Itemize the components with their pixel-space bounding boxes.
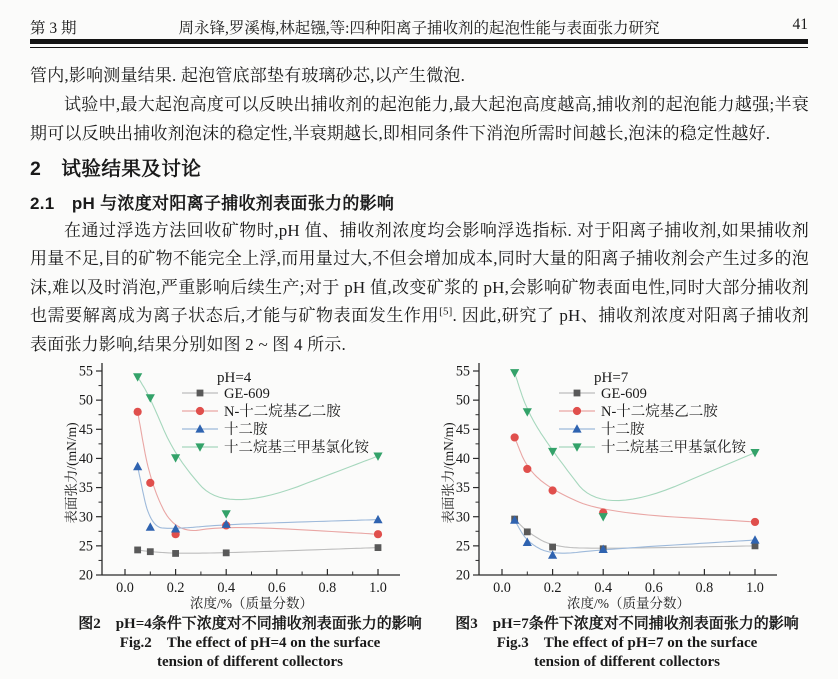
paragraph-2-text: 试验中,最大起泡高度可以反映出捕收剂的起泡能力,最大起泡高度越高,捕收剂的起泡能力越强;半衰期可以反映出捕收剂泡沫的稳定性,半衰期越长,即相同条件下消泡所需时间越长,泡沫的稳定性越好. xyxy=(30,95,809,143)
svg-text:55: 55 xyxy=(78,363,93,380)
svg-text:20: 20 xyxy=(455,567,470,584)
svg-text:浓度/%（质量分数）: 浓度/%（质量分数） xyxy=(567,596,690,611)
svg-text:0.2: 0.2 xyxy=(166,580,185,596)
svg-text:40: 40 xyxy=(455,451,470,468)
figure3-caption xyxy=(437,615,817,672)
svg-text:0.2: 0.2 xyxy=(543,580,562,596)
svg-text:35: 35 xyxy=(78,480,93,497)
paragraph-3 xyxy=(30,217,809,359)
page-header xyxy=(30,16,808,38)
figure3-chart xyxy=(439,356,819,614)
header-rule-thick xyxy=(30,39,808,44)
figure2-chart xyxy=(62,356,442,614)
svg-text:0.6: 0.6 xyxy=(267,580,286,596)
paragraph-2 xyxy=(30,90,809,148)
paragraph-3-text-a: 在通过浮选方法回收矿物时,pH 值、捕收剂浓度均会影响浮选指标. 对于阳离子捕收剂,如果捕收剂用量不足,目的矿物不能完全上浮,而用量过大,不但会增加成本,同时大量的阳离子捕收剂会产生过多的泡沫,难以及时消泡,严重影响后续生产;对于 pH 值,改变矿浆的 pH,会影响矿物表面电性,同时大部分捕收剂也需要解离成为离子状态后,才能与矿物表面发生作用 xyxy=(30,221,809,326)
subsection-heading: 2.1 pH 与浓度对阳离子捕收剂表面张力的影响 xyxy=(30,194,395,213)
svg-text:0.0: 0.0 xyxy=(493,580,511,596)
svg-text:20: 20 xyxy=(78,567,93,584)
paragraph-continuation xyxy=(30,61,809,90)
svg-text:N-十二烷基乙二胺: N-十二烷基乙二胺 xyxy=(601,404,718,420)
section-heading: 2 试验结果及讨论 xyxy=(30,158,202,180)
paragraph-3-text-b: . 因此,研究了 pH、捕收剂浓度对阳离子捕收剂表面张力影响,结果分别如图 2 ~ 图 4 所示. xyxy=(30,306,809,354)
svg-text:pH=4: pH=4 xyxy=(217,370,252,386)
svg-text:十二胺: 十二胺 xyxy=(601,422,645,438)
citation-ref: [5] xyxy=(439,305,453,318)
svg-text:十二烷基三甲基氯化铵: 十二烷基三甲基氯化铵 xyxy=(601,440,746,456)
svg-text:50: 50 xyxy=(78,392,93,409)
svg-text:55: 55 xyxy=(455,363,470,380)
journal-issue: 第 3 期 xyxy=(30,20,77,37)
svg-text:25: 25 xyxy=(78,538,93,555)
svg-text:50: 50 xyxy=(455,392,470,409)
svg-text:1.0: 1.0 xyxy=(369,580,387,596)
svg-text:浓度/%（质量分数）: 浓度/%（质量分数） xyxy=(190,596,313,611)
figure2-caption xyxy=(60,615,440,672)
figure3-caption-en1: Fig.3 The effect of pH=7 on the surface xyxy=(496,635,758,651)
figure3-caption-zh: 图3 pH=7条件下浓度对不同捕收剂表面张力的影响 xyxy=(455,616,799,632)
svg-text:25: 25 xyxy=(455,538,470,555)
svg-text:35: 35 xyxy=(455,480,470,497)
svg-text:40: 40 xyxy=(78,451,93,468)
svg-text:1.0: 1.0 xyxy=(746,580,764,596)
figure2-caption-zh: 图2 pH=4条件下浓度对不同捕收剂表面张力的影响 xyxy=(78,616,422,632)
running-title: 周永锋,罗溪梅,林起镪,等:四种阳离子捕收剂的起泡性能与表面张力研究 xyxy=(178,20,660,37)
paragraph-1-text: 管内,影响测量结果. 起泡管底部垫有玻璃砂芯,以产生微泡. xyxy=(30,66,466,85)
svg-text:30: 30 xyxy=(78,509,93,526)
svg-text:0.8: 0.8 xyxy=(695,580,714,596)
svg-text:十二烷基三甲基氯化铵: 十二烷基三甲基氯化铵 xyxy=(224,440,369,456)
svg-text:GE-609: GE-609 xyxy=(224,386,270,402)
figure3-caption-en2: tension of different collectors xyxy=(534,654,720,670)
svg-text:N-十二烷基乙二胺: N-十二烷基乙二胺 xyxy=(224,404,341,420)
svg-text:0.4: 0.4 xyxy=(217,580,236,596)
svg-text:0.6: 0.6 xyxy=(644,580,663,596)
svg-text:GE-609: GE-609 xyxy=(601,386,647,402)
figure2-caption-en1: Fig.2 The effect of pH=4 on the surface xyxy=(119,635,381,651)
svg-text:0.0: 0.0 xyxy=(116,580,134,596)
svg-text:45: 45 xyxy=(455,421,470,438)
svg-text:45: 45 xyxy=(78,421,93,438)
svg-text:表面张力/(mN/m): 表面张力/(mN/m) xyxy=(64,422,79,524)
header-rule-thin xyxy=(30,47,808,49)
page-number: 41 xyxy=(792,16,808,33)
svg-text:30: 30 xyxy=(455,509,470,526)
svg-text:pH=7: pH=7 xyxy=(594,370,629,386)
svg-text:0.4: 0.4 xyxy=(594,580,613,596)
figure2-caption-en2: tension of different collectors xyxy=(157,654,343,670)
svg-text:十二胺: 十二胺 xyxy=(224,422,268,438)
svg-text:表面张力/(mN/m): 表面张力/(mN/m) xyxy=(441,422,456,524)
svg-text:0.8: 0.8 xyxy=(318,580,337,596)
